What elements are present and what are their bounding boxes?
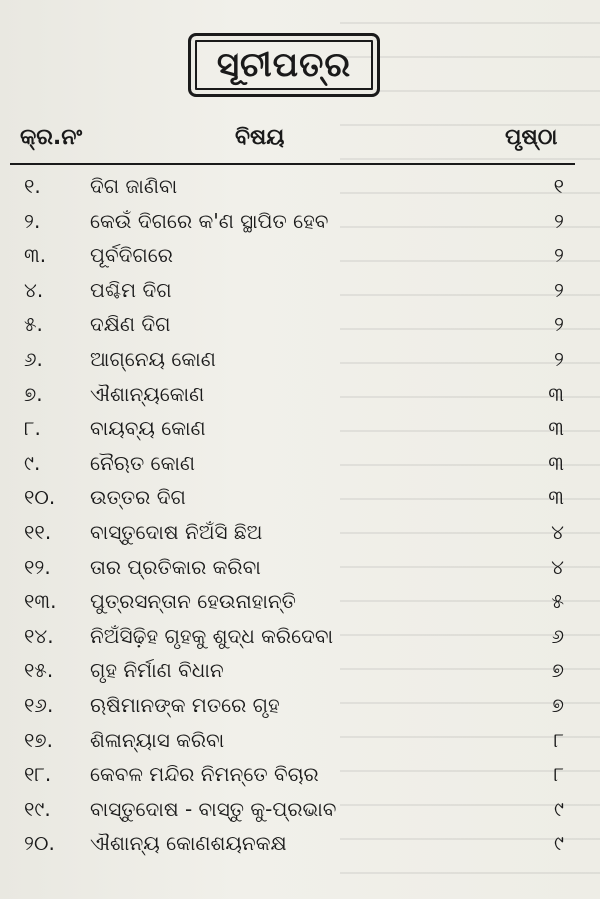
item-title: ଦକ୍ଷିଣ ଦିଗ (90, 312, 171, 337)
item-title: ଦିଗ ଜାଣିବା (90, 174, 178, 198)
list-item (0, 724, 600, 759)
item-title: ଐଶାନ୍ୟ କୋଣଶୟନକକ୍ଷ (90, 831, 287, 856)
list-item (0, 412, 600, 447)
list-item (0, 620, 600, 655)
item-number: ୧୧. (24, 519, 52, 544)
list-item (0, 758, 600, 793)
list-item (0, 689, 600, 724)
item-number: ୧୫. (24, 658, 54, 683)
item-title: କେବଳ ମନ୍ଦିର ନିମନ୍ତେ ବିଚାର (90, 762, 319, 787)
item-number: ୪. (24, 277, 44, 302)
item-title: ଐଶାନ୍ୟକୋଣ (90, 381, 205, 406)
item-title: କେଉଁ ଦିଗରେ କ'ଣ ସ୍ଥାପିତ ହେବ (90, 208, 329, 233)
item-title: ଋଷିମାନଙ୍କ ମତରେ ଗୃହ (90, 692, 280, 717)
item-number: ୮. (24, 416, 41, 441)
item-title: ନିଅଁସିଢ଼ିହ ଗୃହକୁ ଶୁଦ୍ଧ କରିଦେବା (90, 623, 334, 648)
table-header (0, 125, 600, 161)
item-number: ୧୪. (24, 623, 54, 648)
item-page: ୩ (548, 381, 564, 406)
item-page: ୨ (554, 208, 564, 233)
item-page: ୬ (551, 623, 564, 648)
item-number: ୧୯. (24, 796, 51, 821)
contents-list (0, 170, 600, 862)
list-item (0, 239, 600, 274)
item-page: ୪ (551, 554, 564, 579)
list-item (0, 170, 600, 205)
item-page: ୨ (554, 243, 564, 268)
item-title: ପଶ୍ଚିମ ଦିଗ (90, 277, 172, 302)
title-box (188, 33, 380, 97)
list-item (0, 793, 600, 828)
list-item (0, 205, 600, 240)
item-title: ବାୟବ୍ୟ କୋଣ (90, 416, 206, 441)
list-item (0, 343, 600, 378)
list-item (0, 378, 600, 413)
item-page: ୮ (553, 727, 564, 752)
item-page: ୨ (554, 346, 564, 371)
item-number: ୫. (24, 312, 43, 337)
item-page: ୯ (554, 831, 564, 856)
list-item (0, 827, 600, 862)
item-number: ୧୭. (24, 727, 54, 752)
item-page: ୩ (548, 416, 564, 441)
item-number: ୧୬. (24, 692, 54, 717)
item-page: ୪ (551, 519, 564, 544)
list-item (0, 274, 600, 309)
header-page: ପୃଷ୍ଠା (505, 125, 558, 150)
item-number: ୨୦. (24, 831, 55, 856)
list-item (0, 585, 600, 620)
item-page: ୮ (553, 762, 564, 787)
item-title: ବାସ୍ତୁଦୋଷ - ବାସ୍ତୁ କୁ-ପ୍ରଭାବ (90, 796, 337, 821)
list-item (0, 481, 600, 516)
item-number: ୨. (24, 208, 41, 233)
item-title: ନୈଋତ କୋଣ (90, 450, 196, 475)
item-title: ଆଗ୍ନେୟ କୋଣ (90, 346, 216, 371)
list-item (0, 551, 600, 586)
item-page: ୨ (554, 312, 564, 337)
item-page: ୭ (551, 658, 564, 683)
item-number: ୧୮. (24, 762, 52, 787)
header-subject: ବିଷୟ (235, 125, 285, 150)
item-title: ପୂର୍ବଦିଗରେ (90, 243, 173, 268)
item-page: ୩ (548, 485, 564, 510)
item-number: ୬. (24, 346, 43, 371)
item-page: ୭ (551, 692, 564, 717)
item-title: ତାର ପ୍ରତିକାର କରିବା (90, 554, 261, 579)
item-number: ୧. (24, 174, 41, 198)
item-title: ଶିଳାନ୍ୟାସ କରିବା (90, 727, 225, 752)
header-rule (10, 163, 575, 165)
item-page: ୯ (554, 796, 564, 821)
item-number: ୧୩. (24, 589, 57, 614)
item-title: ଉତ୍ତର ଦିଗ (90, 485, 186, 510)
item-number: ୧୨. (24, 554, 51, 579)
item-number: ୧୦. (24, 485, 56, 510)
item-title: ପୁତ୍ରସନ୍ତାନ ହେଉନାହାନ୍ତି (90, 589, 296, 614)
list-item (0, 308, 600, 343)
item-page: ୩ (548, 450, 564, 475)
list-item (0, 654, 600, 689)
item-title: ବାସ୍ତୁଦୋଷ ନିଅଁସି ଛିଅ (90, 519, 263, 544)
list-item (0, 516, 600, 551)
item-number: ୯. (24, 450, 41, 475)
list-item (0, 447, 600, 482)
item-number: ୩. (24, 243, 47, 268)
item-page: ୧ (553, 174, 564, 198)
item-page: ୫ (551, 589, 564, 614)
header-serial: କ୍ର.ନଂ (20, 125, 83, 150)
item-number: ୭. (24, 381, 43, 406)
item-page: ୨ (554, 277, 564, 302)
page-title: ସୂଚୀପତ୍ର (216, 45, 352, 85)
item-title: ଗୃହ ନିର୍ମାଣ ବିଧାନ (90, 658, 224, 683)
